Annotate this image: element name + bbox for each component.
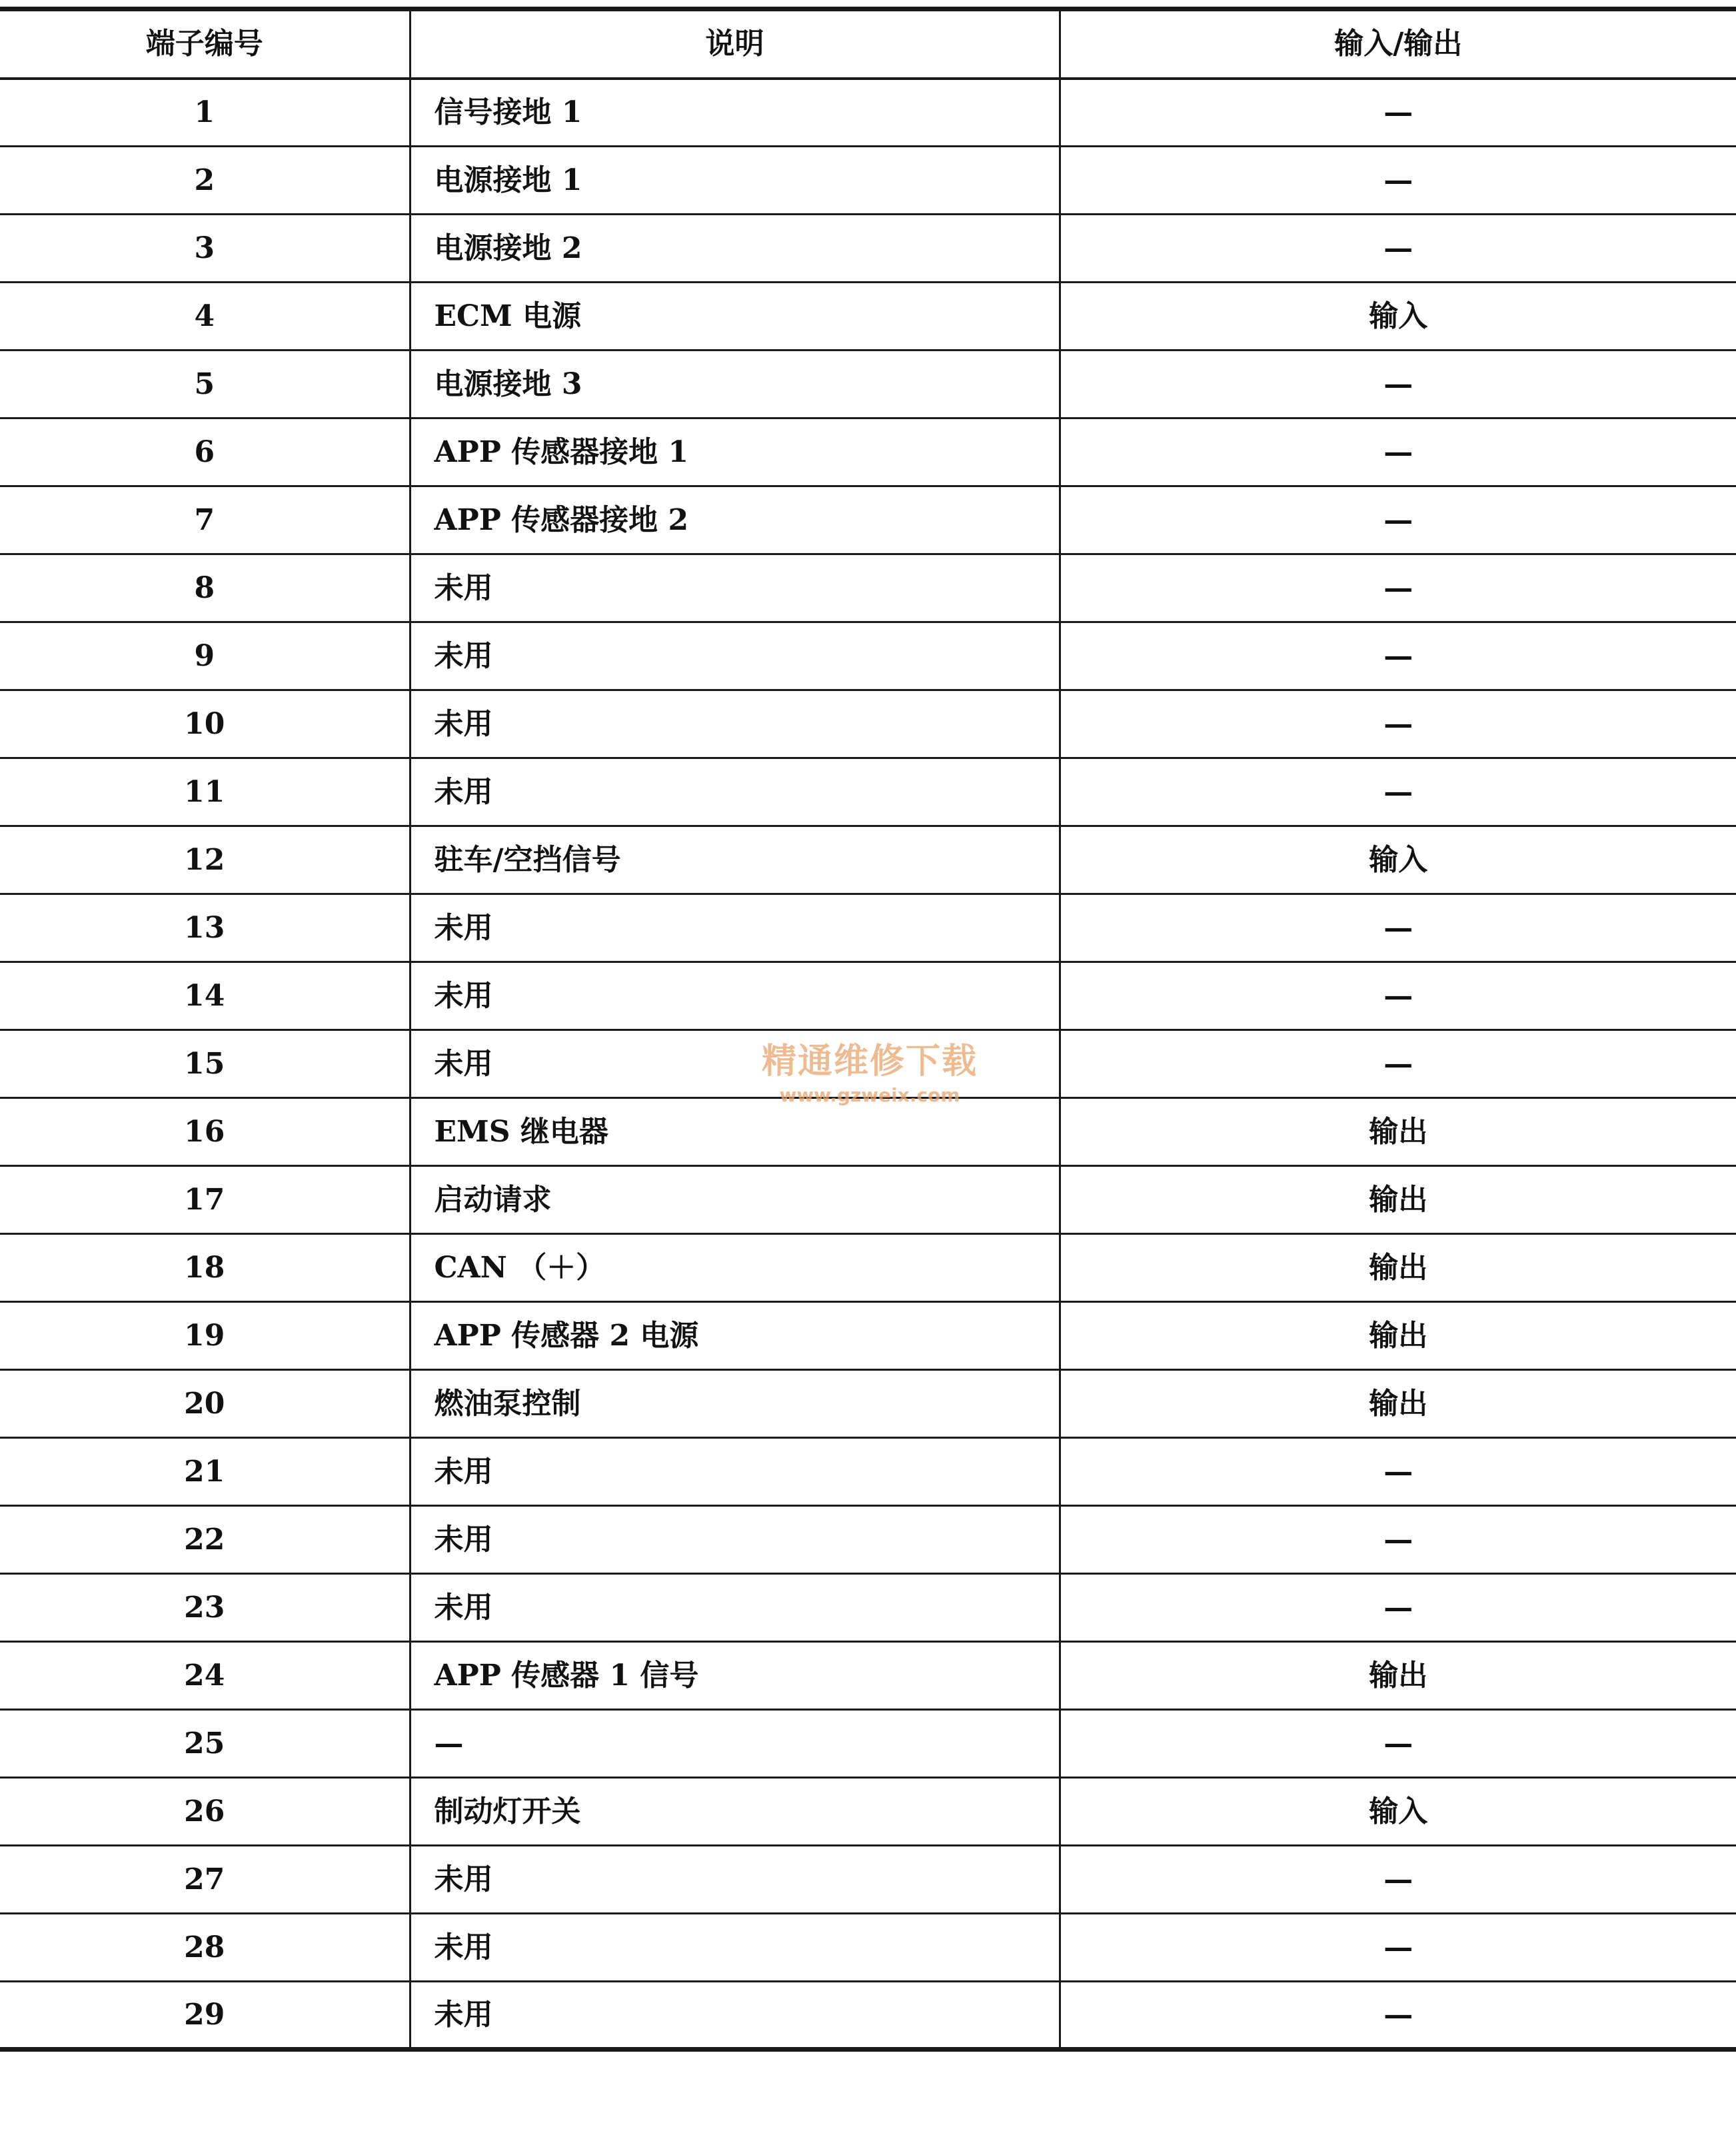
terminal-number-cell: 21 [0, 1438, 410, 1506]
table-row [0, 1234, 1736, 1302]
table-row [0, 1098, 1736, 1166]
input-output-cell: — [1060, 147, 1736, 215]
terminal-number-cell: 20 [0, 1370, 410, 1438]
input-output-cell: — [1060, 758, 1736, 826]
input-output-cell: 输出 [1060, 1302, 1736, 1370]
description-cell: 未用 [410, 894, 1060, 962]
terminal-number-cell: 14 [0, 962, 410, 1030]
input-output-cell: — [1060, 486, 1736, 554]
input-output-cell: — [1060, 962, 1736, 1030]
terminal-table [0, 7, 1736, 2052]
description-cell: 未用 [410, 622, 1060, 690]
terminal-number-cell: 7 [0, 486, 410, 554]
table-row [0, 1642, 1736, 1710]
description-cell: APP 传感器接地 1 [410, 418, 1060, 486]
description-cell: 电源接地 3 [410, 351, 1060, 418]
watermark-title: 精通维修下载 [761, 1042, 978, 1081]
description-cell: 未用 [410, 1506, 1060, 1574]
description-cell: 电源接地 1 [410, 147, 1060, 215]
description-cell: 未用 [410, 962, 1060, 1030]
input-output-cell: — [1060, 1846, 1736, 1914]
input-output-cell: — [1060, 1914, 1736, 1982]
input-output-cell: 输出 [1060, 1234, 1736, 1302]
input-output-cell: — [1060, 554, 1736, 622]
table-row [0, 147, 1736, 215]
table-row [0, 351, 1736, 418]
terminal-number-cell: 4 [0, 283, 410, 351]
terminal-number-cell: 23 [0, 1574, 410, 1642]
terminal-table-sheet [0, 7, 1736, 2052]
table-row [0, 758, 1736, 826]
terminal-number-cell: 26 [0, 1778, 410, 1846]
input-output-cell: 输出 [1060, 1642, 1736, 1710]
input-output-cell: — [1060, 622, 1736, 690]
description-cell: 未用 [410, 1846, 1060, 1914]
description-cell: EMS 继电器 [410, 1098, 1060, 1166]
description-cell: 燃油泵控制 [410, 1370, 1060, 1438]
table-row [0, 826, 1736, 894]
description-cell: ECM 电源 [410, 283, 1060, 351]
table-row [0, 1302, 1736, 1370]
description-cell: 未用 [410, 690, 1060, 758]
table-header-row [0, 9, 1736, 79]
description-cell: 未用 [410, 1030, 1060, 1098]
description-cell: 未用 [410, 1574, 1060, 1642]
terminal-number-cell: 28 [0, 1914, 410, 1982]
table-row [0, 1438, 1736, 1506]
terminal-number-cell: 19 [0, 1302, 410, 1370]
description-cell: 未用 [410, 1914, 1060, 1982]
input-output-cell: — [1060, 1438, 1736, 1506]
input-output-cell: — [1060, 1710, 1736, 1778]
terminal-number-cell: 17 [0, 1166, 410, 1234]
terminal-number-cell: 9 [0, 622, 410, 690]
table-row [0, 1506, 1736, 1574]
terminal-number-cell: 29 [0, 1982, 410, 2050]
table-row [0, 554, 1736, 622]
input-output-cell: 输出 [1060, 1166, 1736, 1234]
table-row [0, 622, 1736, 690]
description-cell: 制动灯开关 [410, 1778, 1060, 1846]
table-row [0, 690, 1736, 758]
table-row [0, 79, 1736, 147]
table-row [0, 894, 1736, 962]
description-cell: 驻车/空挡信号 [410, 826, 1060, 894]
table-row [0, 1166, 1736, 1234]
table-row [0, 1778, 1736, 1846]
input-output-cell: — [1060, 215, 1736, 283]
table-row [0, 486, 1736, 554]
input-output-cell: — [1060, 1030, 1736, 1098]
terminal-number-cell: 15 [0, 1030, 410, 1098]
table-row [0, 1574, 1736, 1642]
input-output-cell: — [1060, 894, 1736, 962]
terminal-number-cell: 16 [0, 1098, 410, 1166]
header-input-output: 输入/输出 [1060, 9, 1736, 79]
input-output-cell: 输入 [1060, 1778, 1736, 1846]
input-output-cell: 输入 [1060, 826, 1736, 894]
table-row [0, 1370, 1736, 1438]
table-row [0, 418, 1736, 486]
description-cell: 电源接地 2 [410, 215, 1060, 283]
terminal-number-cell: 11 [0, 758, 410, 826]
description-cell: APP 传感器 1 信号 [410, 1642, 1060, 1710]
table-row [0, 215, 1736, 283]
terminal-number-cell: 22 [0, 1506, 410, 1574]
input-output-cell: — [1060, 1506, 1736, 1574]
terminal-number-cell: 18 [0, 1234, 410, 1302]
input-output-cell: — [1060, 1982, 1736, 2050]
description-cell: APP 传感器接地 2 [410, 486, 1060, 554]
header-terminal-number: 端子编号 [0, 9, 410, 79]
description-cell: 未用 [410, 758, 1060, 826]
terminal-number-cell: 25 [0, 1710, 410, 1778]
terminal-number-cell: 5 [0, 351, 410, 418]
input-output-cell: — [1060, 1574, 1736, 1642]
input-output-cell: — [1060, 79, 1736, 147]
watermark-url: www.gzweix.com [779, 1084, 960, 1106]
input-output-cell: 输出 [1060, 1370, 1736, 1438]
terminal-number-cell: 12 [0, 826, 410, 894]
terminal-number-cell: 8 [0, 554, 410, 622]
input-output-cell: — [1060, 690, 1736, 758]
description-cell: 未用 [410, 1982, 1060, 2050]
table-row [0, 1914, 1736, 1982]
description-cell: 未用 [410, 554, 1060, 622]
terminal-number-cell: 6 [0, 418, 410, 486]
terminal-number-cell: 24 [0, 1642, 410, 1710]
description-cell: APP 传感器 2 电源 [410, 1302, 1060, 1370]
table-row [0, 1846, 1736, 1914]
input-output-cell: — [1060, 418, 1736, 486]
description-cell: 信号接地 1 [410, 79, 1060, 147]
table-body [0, 79, 1736, 2050]
terminal-number-cell: 3 [0, 215, 410, 283]
description-cell: — [410, 1710, 1060, 1778]
terminal-number-cell: 27 [0, 1846, 410, 1914]
input-output-cell: 输出 [1060, 1098, 1736, 1166]
description-cell: CAN （＋） [410, 1234, 1060, 1302]
terminal-number-cell: 1 [0, 79, 410, 147]
terminal-number-cell: 2 [0, 147, 410, 215]
input-output-cell: — [1060, 351, 1736, 418]
header-description: 说明 [410, 9, 1060, 79]
table-row [0, 1982, 1736, 2050]
input-output-cell: 输入 [1060, 283, 1736, 351]
table-row [0, 283, 1736, 351]
table-row [0, 1710, 1736, 1778]
table-row [0, 1030, 1736, 1098]
terminal-number-cell: 13 [0, 894, 410, 962]
table-row [0, 962, 1736, 1030]
terminal-number-cell: 10 [0, 690, 410, 758]
description-cell: 启动请求 [410, 1166, 1060, 1234]
description-cell: 未用 [410, 1438, 1060, 1506]
